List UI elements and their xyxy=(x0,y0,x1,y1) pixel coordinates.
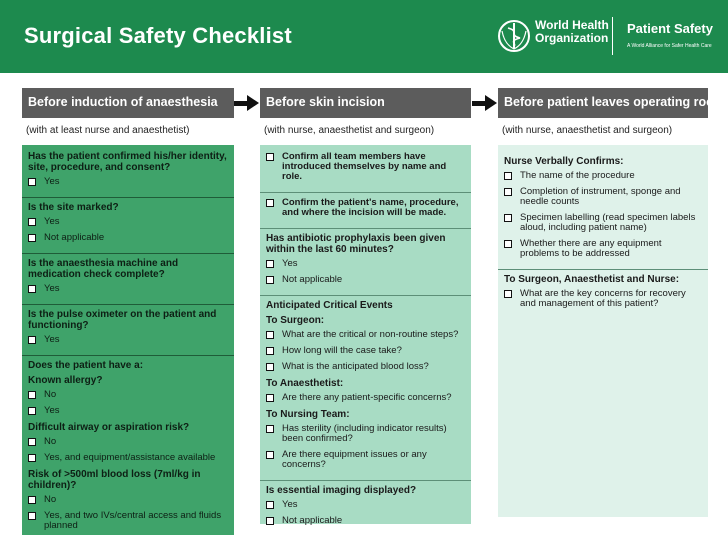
checkbox[interactable] xyxy=(504,172,512,180)
checkbox[interactable] xyxy=(504,188,512,196)
checkbox[interactable] xyxy=(28,285,36,293)
question-imaging: Is essential imaging displayed? xyxy=(266,485,417,496)
who-name: World Health Organization xyxy=(535,18,609,45)
checkbox[interactable] xyxy=(266,276,274,284)
nurse-confirms-heading: Nurse Verbally Confirms: xyxy=(504,156,624,167)
header-divider xyxy=(612,17,613,55)
checkbox-option[interactable]: Yes xyxy=(28,284,228,294)
page-title: Surgical Safety Checklist xyxy=(24,23,292,48)
identity-section xyxy=(22,147,234,197)
checkbox-option[interactable]: Whether there are any equipment problems to be addressed xyxy=(504,239,702,259)
checkbox[interactable] xyxy=(28,496,36,504)
question-site-marked: Is the site marked? xyxy=(28,202,119,213)
checkbox-option[interactable]: Has sterility (including indicator results) been confirmed? xyxy=(266,424,465,444)
checkbox-option[interactable]: No xyxy=(28,390,228,400)
checkbox[interactable] xyxy=(266,425,274,433)
checkbox-option[interactable]: Yes xyxy=(28,406,228,416)
checkbox-option[interactable]: Yes xyxy=(266,259,465,269)
imaging-section xyxy=(260,480,471,536)
question-anaesthesia-check: Is the anaesthesia machine and medication check complete? xyxy=(28,258,179,280)
checkbox-option[interactable]: Confirm the patient's name, procedure, and where the incision will be made. xyxy=(266,198,465,218)
arrow-right-icon xyxy=(472,94,498,112)
checkbox[interactable] xyxy=(28,234,36,242)
to-nursing-team-label: To Nursing Team: xyxy=(266,409,350,420)
induction-panel xyxy=(22,145,234,535)
checkbox-option[interactable]: Yes, and two IVs/central access and fluids planned xyxy=(28,511,228,531)
checkbox[interactable] xyxy=(266,199,274,207)
checkbox-option[interactable]: What are the critical or non-routine steps? xyxy=(266,330,465,340)
checkbox[interactable] xyxy=(266,153,274,161)
confirm-patient-section xyxy=(260,192,471,228)
checkbox[interactable] xyxy=(266,363,274,371)
nurse-confirms-section xyxy=(498,147,708,269)
team-intro-section xyxy=(260,147,471,192)
checkbox-option[interactable]: Specimen labelling (read specimen labels aloud, including patient name) xyxy=(504,213,702,233)
pulse-oximeter-section xyxy=(22,304,234,355)
question-patient-have: Does the patient have a: xyxy=(28,360,144,371)
checkbox[interactable] xyxy=(266,331,274,339)
checkbox-option[interactable]: How long will the case take? xyxy=(266,346,465,356)
column-subtitle-induction: (with at least nurse and anaesthetist) xyxy=(26,125,190,136)
checkbox-option[interactable]: Not applicable xyxy=(266,516,465,526)
column-subtitle-leaves-or: (with nurse, anaesthetist and surgeon) xyxy=(502,125,673,136)
skin-incision-panel xyxy=(260,145,471,524)
checkbox-option[interactable]: Yes xyxy=(266,500,465,510)
question-pulse-oximeter: Is the pulse oximeter on the patient and functioning? xyxy=(28,309,217,331)
checkbox-option[interactable]: Are there equipment issues or any concerns? xyxy=(266,450,465,470)
checkbox-option[interactable]: Are there any patient-specific concerns? xyxy=(266,393,465,403)
checkbox[interactable] xyxy=(28,218,36,226)
checkbox[interactable] xyxy=(28,336,36,344)
antibiotic-section xyxy=(260,228,471,295)
who-emblem-icon xyxy=(497,19,531,53)
checkbox[interactable] xyxy=(266,501,274,509)
recovery-concerns-heading: To Surgeon, Anaesthetist and Nurse: xyxy=(504,274,680,285)
checkbox[interactable] xyxy=(28,438,36,446)
checkbox[interactable] xyxy=(266,394,274,402)
checkbox-option[interactable]: Not applicable xyxy=(266,275,465,285)
checkbox-option[interactable]: Completion of instrument, sponge and needle counts xyxy=(504,187,702,207)
column-header-leaves-or: Before patient leaves operating room xyxy=(498,88,708,118)
checkbox-option[interactable]: No xyxy=(28,495,228,505)
checkbox[interactable] xyxy=(28,407,36,415)
checkbox[interactable] xyxy=(28,454,36,462)
checkbox[interactable] xyxy=(266,451,274,459)
patient-safety-title: Patient Safety xyxy=(627,21,713,36)
column-header-skin-incision: Before skin incision xyxy=(260,88,471,118)
checkbox[interactable] xyxy=(28,178,36,186)
checkbox[interactable] xyxy=(266,517,274,525)
checkbox[interactable] xyxy=(504,290,512,298)
critical-events-heading: Anticipated Critical Events xyxy=(266,300,393,311)
to-anaesthetist-label: To Anaesthetist: xyxy=(266,378,344,389)
header-banner xyxy=(0,0,728,73)
recovery-concerns-section xyxy=(498,269,708,319)
leaves-or-panel xyxy=(498,145,708,517)
blood-loss-label: Risk of >500ml blood loss (7ml/kg in children)? xyxy=(28,469,201,491)
checkbox-option[interactable]: The name of the procedure xyxy=(504,171,702,181)
patient-safety-tagline: A World Alliance for Safer Health Care xyxy=(627,43,712,49)
checkbox[interactable] xyxy=(28,512,36,520)
column-header-induction: Before induction of anaesthesia xyxy=(22,88,234,118)
difficult-airway-label: Difficult airway or aspiration risk? xyxy=(28,422,190,433)
checkbox-option[interactable]: Yes xyxy=(28,217,228,227)
checkbox[interactable] xyxy=(266,260,274,268)
checkbox-option[interactable]: Yes xyxy=(28,335,228,345)
arrow-right-icon xyxy=(234,94,260,112)
known-allergy-label: Known allergy? xyxy=(28,375,103,386)
critical-events-section xyxy=(260,295,471,480)
question-antibiotic: Has antibiotic prophylaxis been given within the last 60 minutes? xyxy=(266,233,446,255)
patient-risks-section xyxy=(22,355,234,541)
checkbox[interactable] xyxy=(504,214,512,222)
checkbox-option[interactable]: Yes xyxy=(28,177,228,187)
checkbox[interactable] xyxy=(28,391,36,399)
checkbox-option[interactable]: No xyxy=(28,437,228,447)
checkbox[interactable] xyxy=(266,347,274,355)
checkbox-option[interactable]: What are the key concerns for recovery and management of this patient? xyxy=(504,289,702,309)
site-marked-section xyxy=(22,197,234,253)
column-subtitle-skin-incision: (with nurse, anaesthetist and surgeon) xyxy=(264,125,435,136)
checkbox-option[interactable]: Confirm all team members have introduced themselves by name and role. xyxy=(266,152,465,182)
question-identity: Has the patient confirmed his/her identity, site, procedure, and consent? xyxy=(28,151,227,173)
to-surgeon-label: To Surgeon: xyxy=(266,315,325,326)
checkbox-option[interactable]: Not applicable xyxy=(28,233,228,243)
checkbox-option[interactable]: What is the anticipated blood loss? xyxy=(266,362,465,372)
checkbox[interactable] xyxy=(504,240,512,248)
checkbox-option[interactable]: Yes, and equipment/assistance available xyxy=(28,453,228,463)
anaesthesia-check-section xyxy=(22,253,234,304)
